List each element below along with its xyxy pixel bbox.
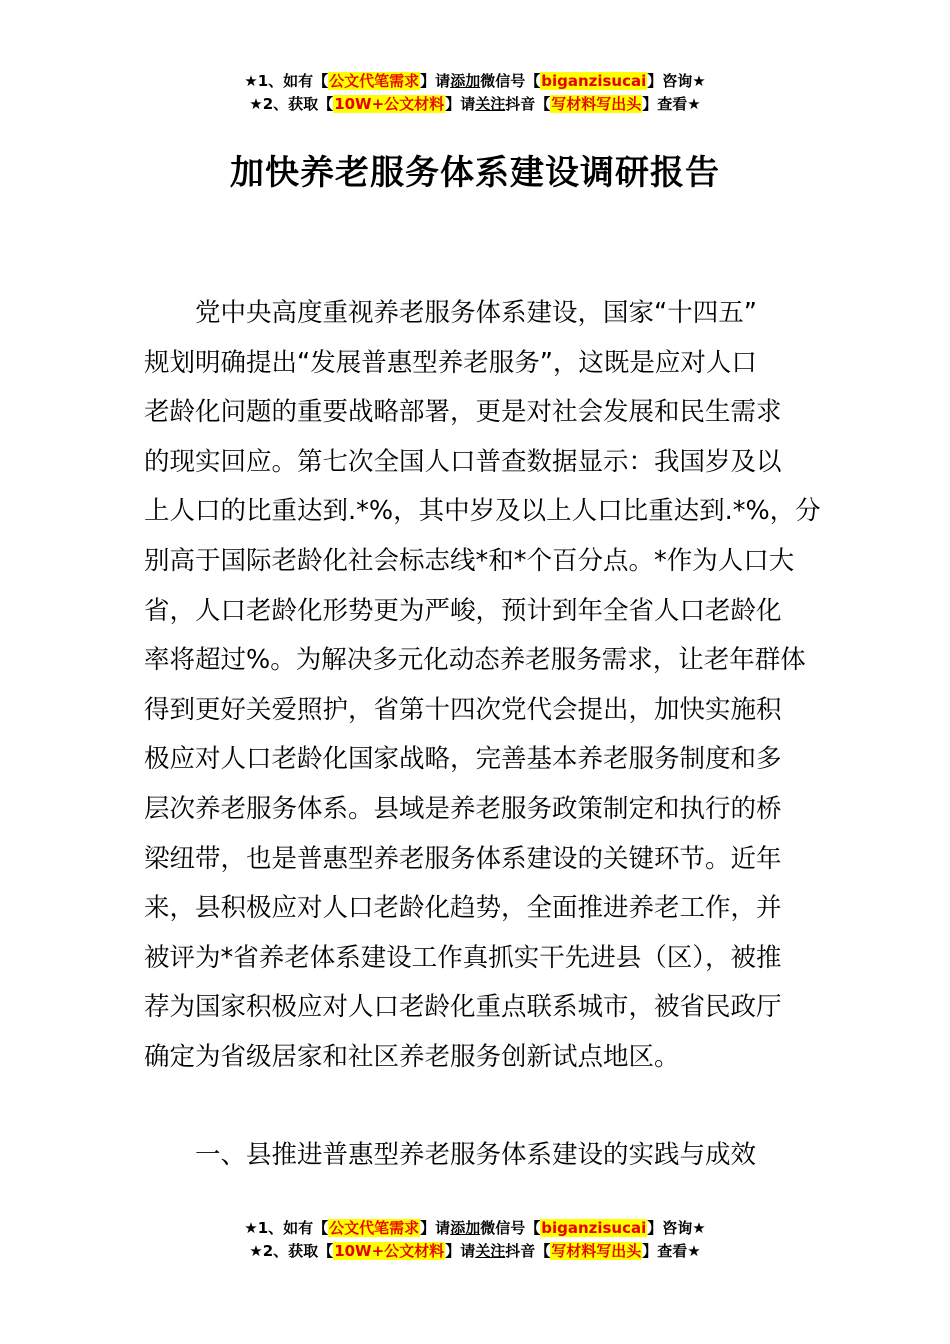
promo-line2-prefix: ★2、获取【: [249, 1242, 334, 1260]
promo-line2-suffix: 】查看★: [642, 1242, 701, 1260]
promo-line2-mid: 】请: [445, 1242, 476, 1260]
paragraph-line: 规划明确提出“发展普惠型养老服务”，这既是应对人口: [144, 347, 757, 378]
paragraph-line: 党中央高度重视养老服务体系建设，国家“十四五”: [195, 298, 757, 328]
promo-line1-mid2: 微信号【: [480, 72, 541, 90]
promo-line2-suffix: 】查看★: [642, 95, 701, 113]
promo-line1-mid: 】请: [420, 72, 451, 90]
section-heading: 一、县推进普惠型养老服务体系建设的实践与成效: [195, 1140, 757, 1170]
promo-line2-mid2: 抖音【: [505, 1242, 551, 1260]
promo-line1-highlight-service: 公文代笔需求: [329, 1219, 420, 1237]
promo-line-1: [0, 70, 950, 93]
paragraph-line: 被评为*省养老体系建设工作真抓实干先进县（区），被推: [144, 942, 782, 973]
promo-line-2: [0, 93, 950, 116]
promo-line1-underlined: 添加: [450, 72, 481, 90]
promo-line-2: [0, 1240, 950, 1263]
promo-line1-highlight-service: 公文代笔需求: [329, 72, 420, 90]
paragraph-line: 层次养老服务体系。县域是养老服务政策制定和执行的桥: [144, 793, 782, 824]
promo-line2-highlight-douyin: 写材料写出头: [551, 95, 642, 113]
paragraph-line: 的现实回应。第七次全国人口普查数据显示：我国岁及以: [144, 446, 782, 477]
promo-banner-top: [0, 70, 950, 116]
promo-line-1: [0, 1217, 950, 1240]
paragraph-line: 上人口的比重达到.*%，其中岁及以上人口比重达到.*%，分: [144, 496, 821, 527]
promo-line1-highlight-wechat: biganzisucai: [541, 72, 647, 90]
promo-line2-mid: 】请: [445, 95, 476, 113]
promo-line1-highlight-wechat: biganzisucai: [541, 1219, 647, 1237]
promo-line1-mid2: 微信号【: [480, 1219, 541, 1237]
document-title: 加快养老服务体系建设调研报告: [230, 153, 720, 193]
promo-line2-prefix: ★2、获取【: [249, 95, 334, 113]
paragraph-line: 老龄化问题的重要战略部署，更是对社会发展和民生需求: [144, 397, 782, 428]
promo-line1-underlined: 添加: [450, 1219, 481, 1237]
promo-line2-highlight-materials: 10W+公文材料: [334, 1242, 445, 1260]
promo-line1-suffix: 】咨询★: [647, 72, 706, 90]
paragraph-line: 得到更好关爱照护，省第十四次党代会提出，加快实施积: [144, 694, 782, 725]
promo-line2-mid2: 抖音【: [505, 95, 551, 113]
promo-line1-prefix: ★1、如有【: [244, 1219, 329, 1237]
body-paragraph: [144, 289, 821, 1083]
promo-banner-bottom: [0, 1217, 950, 1263]
promo-line1-prefix: ★1、如有【: [244, 72, 329, 90]
paragraph-line: 荐为国家积极应对人口老龄化重点联系城市，被省民政厅: [144, 992, 782, 1023]
paragraph-line: 别高于国际老龄化社会标志线*和*个百分点。*作为人口大: [144, 545, 795, 576]
paragraph-line: 率将超过%。为解决多元化动态养老服务需求，让老年群体: [144, 645, 806, 676]
paragraph-line: 极应对人口老龄化国家战略，完善基本养老服务制度和多: [144, 744, 782, 775]
promo-line1-mid: 】请: [420, 1219, 451, 1237]
promo-line2-underlined: 关注: [475, 95, 506, 113]
paragraph-line: 来，县积极应对人口老龄化趋势，全面推进养老工作，并: [144, 893, 782, 924]
promo-line1-suffix: 】咨询★: [647, 1219, 706, 1237]
paragraph-line: 确定为省级居家和社区养老服务创新试点地区。: [144, 1041, 680, 1072]
promo-line2-highlight-douyin: 写材料写出头: [551, 1242, 642, 1260]
promo-line2-highlight-materials: 10W+公文材料: [334, 95, 445, 113]
paragraph-line: 省，人口老龄化形势更为严峻，预计到年全省人口老龄化: [144, 595, 782, 626]
paragraph-line: 梁纽带，也是普惠型养老服务体系建设的关键环节。近年: [144, 843, 782, 874]
promo-line2-underlined: 关注: [475, 1242, 506, 1260]
